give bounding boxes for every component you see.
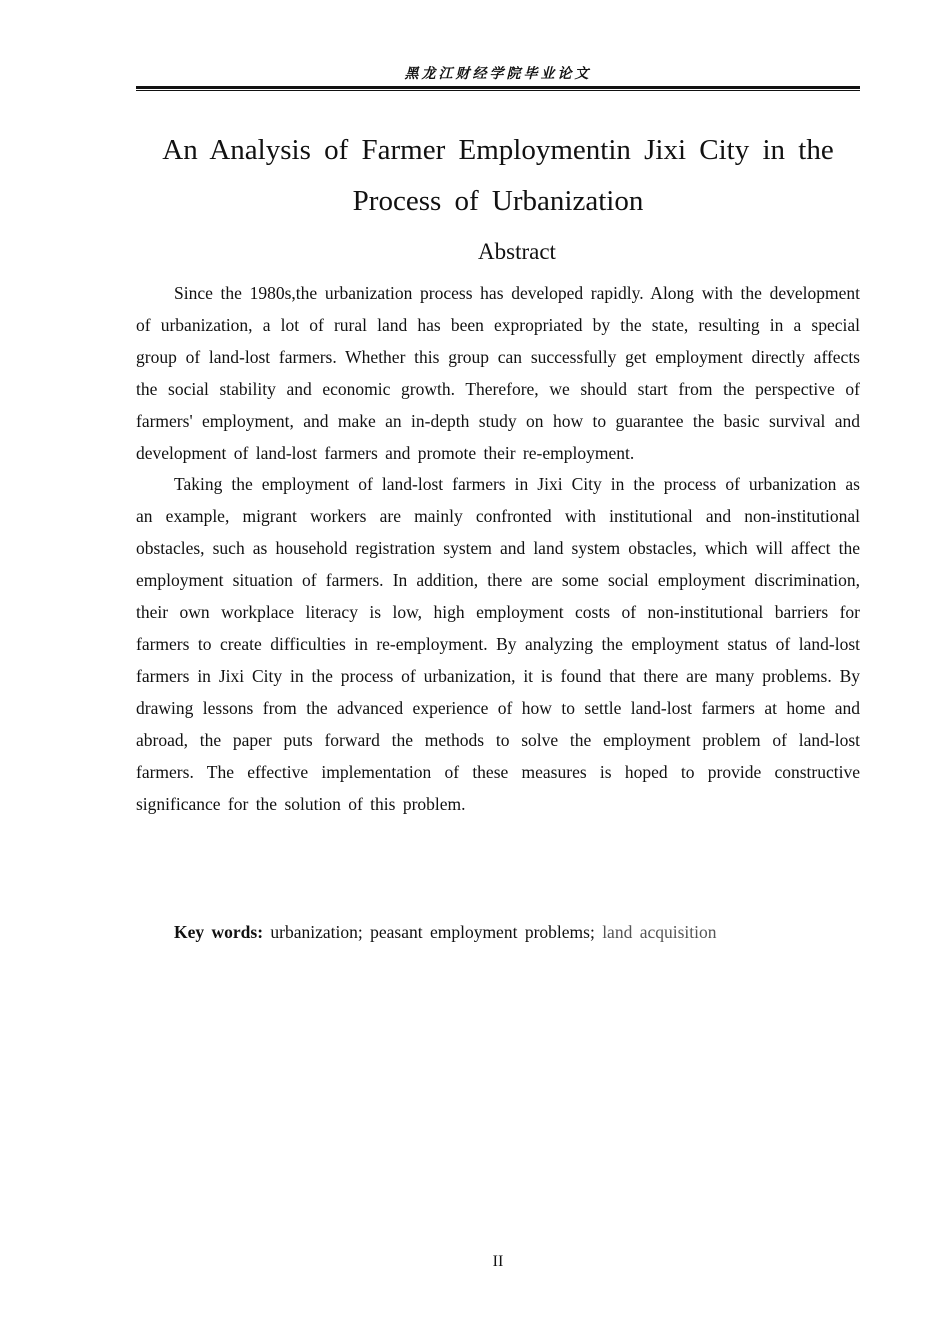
abstract-paragraph-2: Taking the employment of land-lost farmers in Jixi City in the process of urbanization as an example, migrant workers are mainly confronted with institutional and non-institutional obstacles, such as household registration system and land system obstacles, which will affect the employment situation of farmers. In addition, there are some social employment discrimination, their own workplace literacy is low, high employment costs of non-institutional barriers for farmers to create difficulties in re-employment. By analyzing the employment status of land-lost farmers in Jixi City in the process of urbanization, it is found that there are many problems. By drawing lessons from the advanced experience of how to settle land-lost farmers at home and abroad, the paper puts forward the methods to solve the employment problem of land-lost farmers. The effective implementation of these measures is hoped to provide constructive significance for the solution of this problem. — [136, 474, 860, 814]
abstract-paragraph-1: Since the 1980s,the urbanization process has developed rapidly. Along with the development of urbanization, a lot of rural land has been expropriated by the state, resulting in a special group of land-lost farmers. Whether this group can successfully get employment directly affects the social stability and economic growth. Therefore, we should start from the perspective of farmers' employment, and make an in-depth study on how to guarantee the basic survival and development of land-lost farmers and promote their re-employment. — [136, 283, 860, 463]
keywords-label: Key words: — [174, 922, 264, 942]
paper-title-line-2: Process of Urbanization — [352, 185, 644, 217]
keywords-main: urbanization; peasant employment problems; — [270, 922, 595, 942]
abstract-body — [136, 278, 860, 820]
paper-title-line-1: An Analysis of Farmer Employmentin Jixi City in the — [162, 134, 834, 166]
keywords-line — [136, 916, 860, 948]
abstract-heading: Abstract — [478, 239, 556, 264]
paper-title — [136, 125, 860, 227]
header-rule-thick — [136, 86, 860, 89]
page-number: II — [492, 1253, 504, 1270]
running-header: 黑龙江财经学院毕业论文 — [404, 66, 592, 82]
keywords-last: land acquisition — [602, 922, 717, 942]
header-rule-thin — [136, 90, 860, 91]
